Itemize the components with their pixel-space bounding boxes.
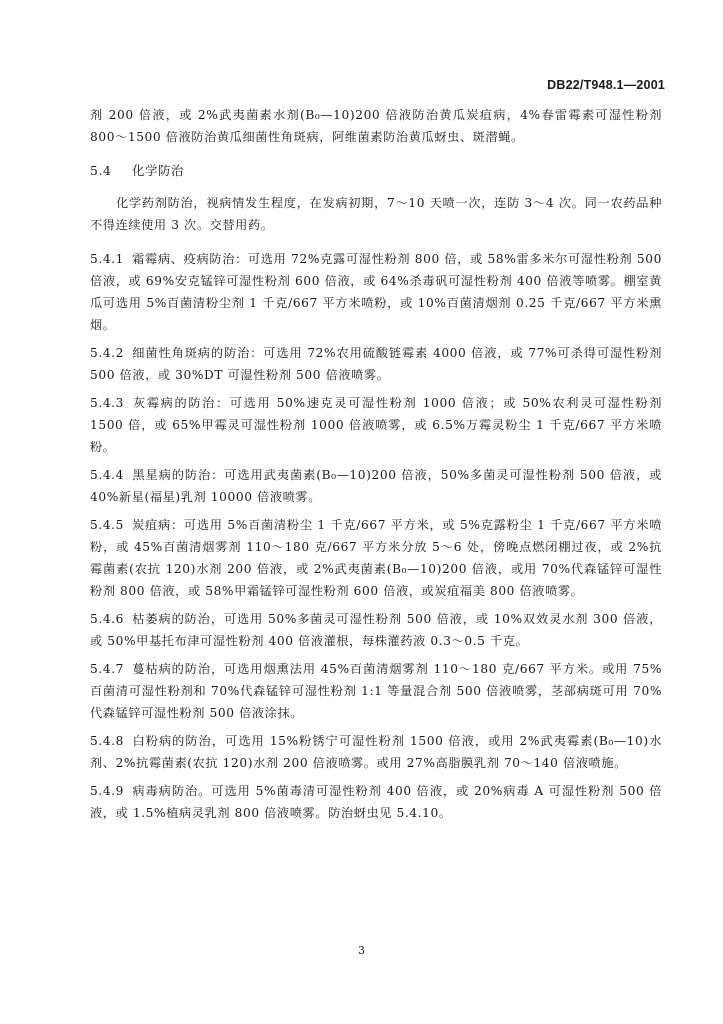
- clause-5-4-5: [90, 514, 662, 602]
- clause-number: 5.4.4: [90, 468, 125, 482]
- standard-code: DB22/T948.1—2001: [547, 78, 665, 92]
- clause-5-4-2: [90, 342, 662, 386]
- section-heading: [90, 160, 662, 182]
- clause-5-4-3: [90, 392, 662, 458]
- clause-text: 枯萎病的防治，可选用 50%多菌灵可湿性粉剂 500 倍液，或 10%双效灵水剂 300 倍液，或 50%甲基托布津可湿性粉剂 400 倍液灌根，每株灌药液 0.3～0.5 千克。: [90, 612, 662, 648]
- body-text: [90, 104, 662, 830]
- clause-5-4-6: [90, 608, 662, 652]
- clause-5-4-9: [90, 780, 662, 824]
- clause-text: 白粉病的防治，可选用 15%粉锈宁可湿性粉剂 1500 倍液，或用 2%武夷霉素(B₀—10)水剂、2%抗霉菌素(农抗 120)水剂 200 倍液喷雾。或用 27%高脂膜乳剂 70～140 倍液喷施。: [90, 734, 662, 770]
- section-title: 化学防治: [132, 163, 184, 178]
- clause-number: 5.4.9: [90, 784, 125, 798]
- clause-5-4-1: [90, 248, 662, 336]
- clause-text: 黑星病的防治：可选用武夷菌素(B₀—10)200 倍液，50%多菌灵可湿性粉剂 500 倍液，或 40%新星(福星)乳剂 10000 倍液喷雾。: [90, 468, 662, 504]
- clause-5-4-4: [90, 464, 662, 508]
- clause-text: 炭疽病：可选用 5%百菌清粉尘 1 千克/667 平方米，或 5%克露粉尘 1 千克/667 平方米喷粉，或 45%百菌清烟雾剂 110～180 克/667 平方米分放 5～6 处，傍晚点燃闭棚过夜，或 2%抗霉菌素(农抗 120)水剂 200 倍液，或 2%武夷菌素(B₀—10)200 倍液，或用 70%代森锰锌可湿性粉剂 800 倍液，或 58%甲霜锰锌可湿性粉剂 600 倍液，或炭疽福美 800 倍液喷雾。: [90, 518, 662, 598]
- clause-number: 5.4.7: [90, 662, 125, 676]
- clause-number: 5.4.3: [90, 396, 125, 410]
- clause-number: 5.4.8: [90, 734, 125, 748]
- section-number: 5.4: [90, 163, 112, 178]
- clause-number: 5.4.5: [90, 518, 125, 532]
- clause-5-4-7: [90, 658, 662, 724]
- clause-text: 灰霉病的防治：可选用 50%速克灵可湿性粉剂 1000 倍液；或 50%农利灵可湿性粉剂 1500 倍，或 65%甲霉灵可湿性粉剂 1000 倍液喷雾，或 6.5%万霉灵粉尘 1 千克/667 平方米喷粉。: [90, 396, 662, 454]
- clause-number: 5.4.1: [90, 252, 125, 266]
- clause-text: 病毒病防治。可选用 5%菌毒清可湿性粉剂 400 倍液，或 20%病毒 A 可湿性粉剂 500 倍液，或 1.5%植病灵乳剂 800 倍液喷雾。防治蚜虫见 5.4.10。: [90, 784, 662, 820]
- page-number: 3: [358, 944, 365, 957]
- clause-5-4-8: [90, 730, 662, 774]
- clause-text: 霜霉病、疫病防治：可选用 72%克露可湿性粉剂 800 倍，或 58%雷多米尔可湿性粉剂 500 倍液，或 69%安克锰锌可湿性粉剂 600 倍液，或 64%杀毒矾可湿性粉剂 400 倍液等喷雾。棚室黄瓜可选用 5%百菌清粉尘剂 1 千克/667 平方米喷粉，或 10%百菌清烟剂 0.25 千克/667 平方米熏烟。: [90, 252, 662, 332]
- clause-text: 蔓枯病的防治，可选用烟熏法用 45%百菌清烟雾剂 110～180 克/667 平方米。或用 75%百菌清可湿性粉剂和 70%代森锰锌可湿性粉剂 1:1 等量混合剂 500 倍液喷雾，茎部病斑可用 70%代森锰锌可湿性粉剂 500 倍液涂抹。: [90, 662, 662, 720]
- continuation-paragraph: 剂 200 倍液，或 2%武夷菌素水剂(B₀—10)200 倍液防治黄瓜炭疽病，4%春雷霉素可湿性粉剂 800～1500 倍液防治黄瓜细菌性角斑病，阿维菌素防治黄瓜蚜虫、斑潜蝇。: [90, 108, 662, 144]
- section-intro: 化学药剂防治，视病情发生程度，在发病初期，7～10 天喷一次，连防 3～4 次。同一农药品种不得连续使用 3 次。交替用药。: [90, 196, 662, 232]
- clause-number: 5.4.6: [90, 612, 125, 626]
- clause-text: 细菌性角斑病的防治：可选用 72%农用硫酸链霉素 4000 倍液，或 77%可杀得可湿性粉剂 500 倍液，或 30%DT 可湿性粉剂 500 倍液喷雾。: [90, 346, 662, 382]
- clause-number: 5.4.2: [90, 346, 125, 360]
